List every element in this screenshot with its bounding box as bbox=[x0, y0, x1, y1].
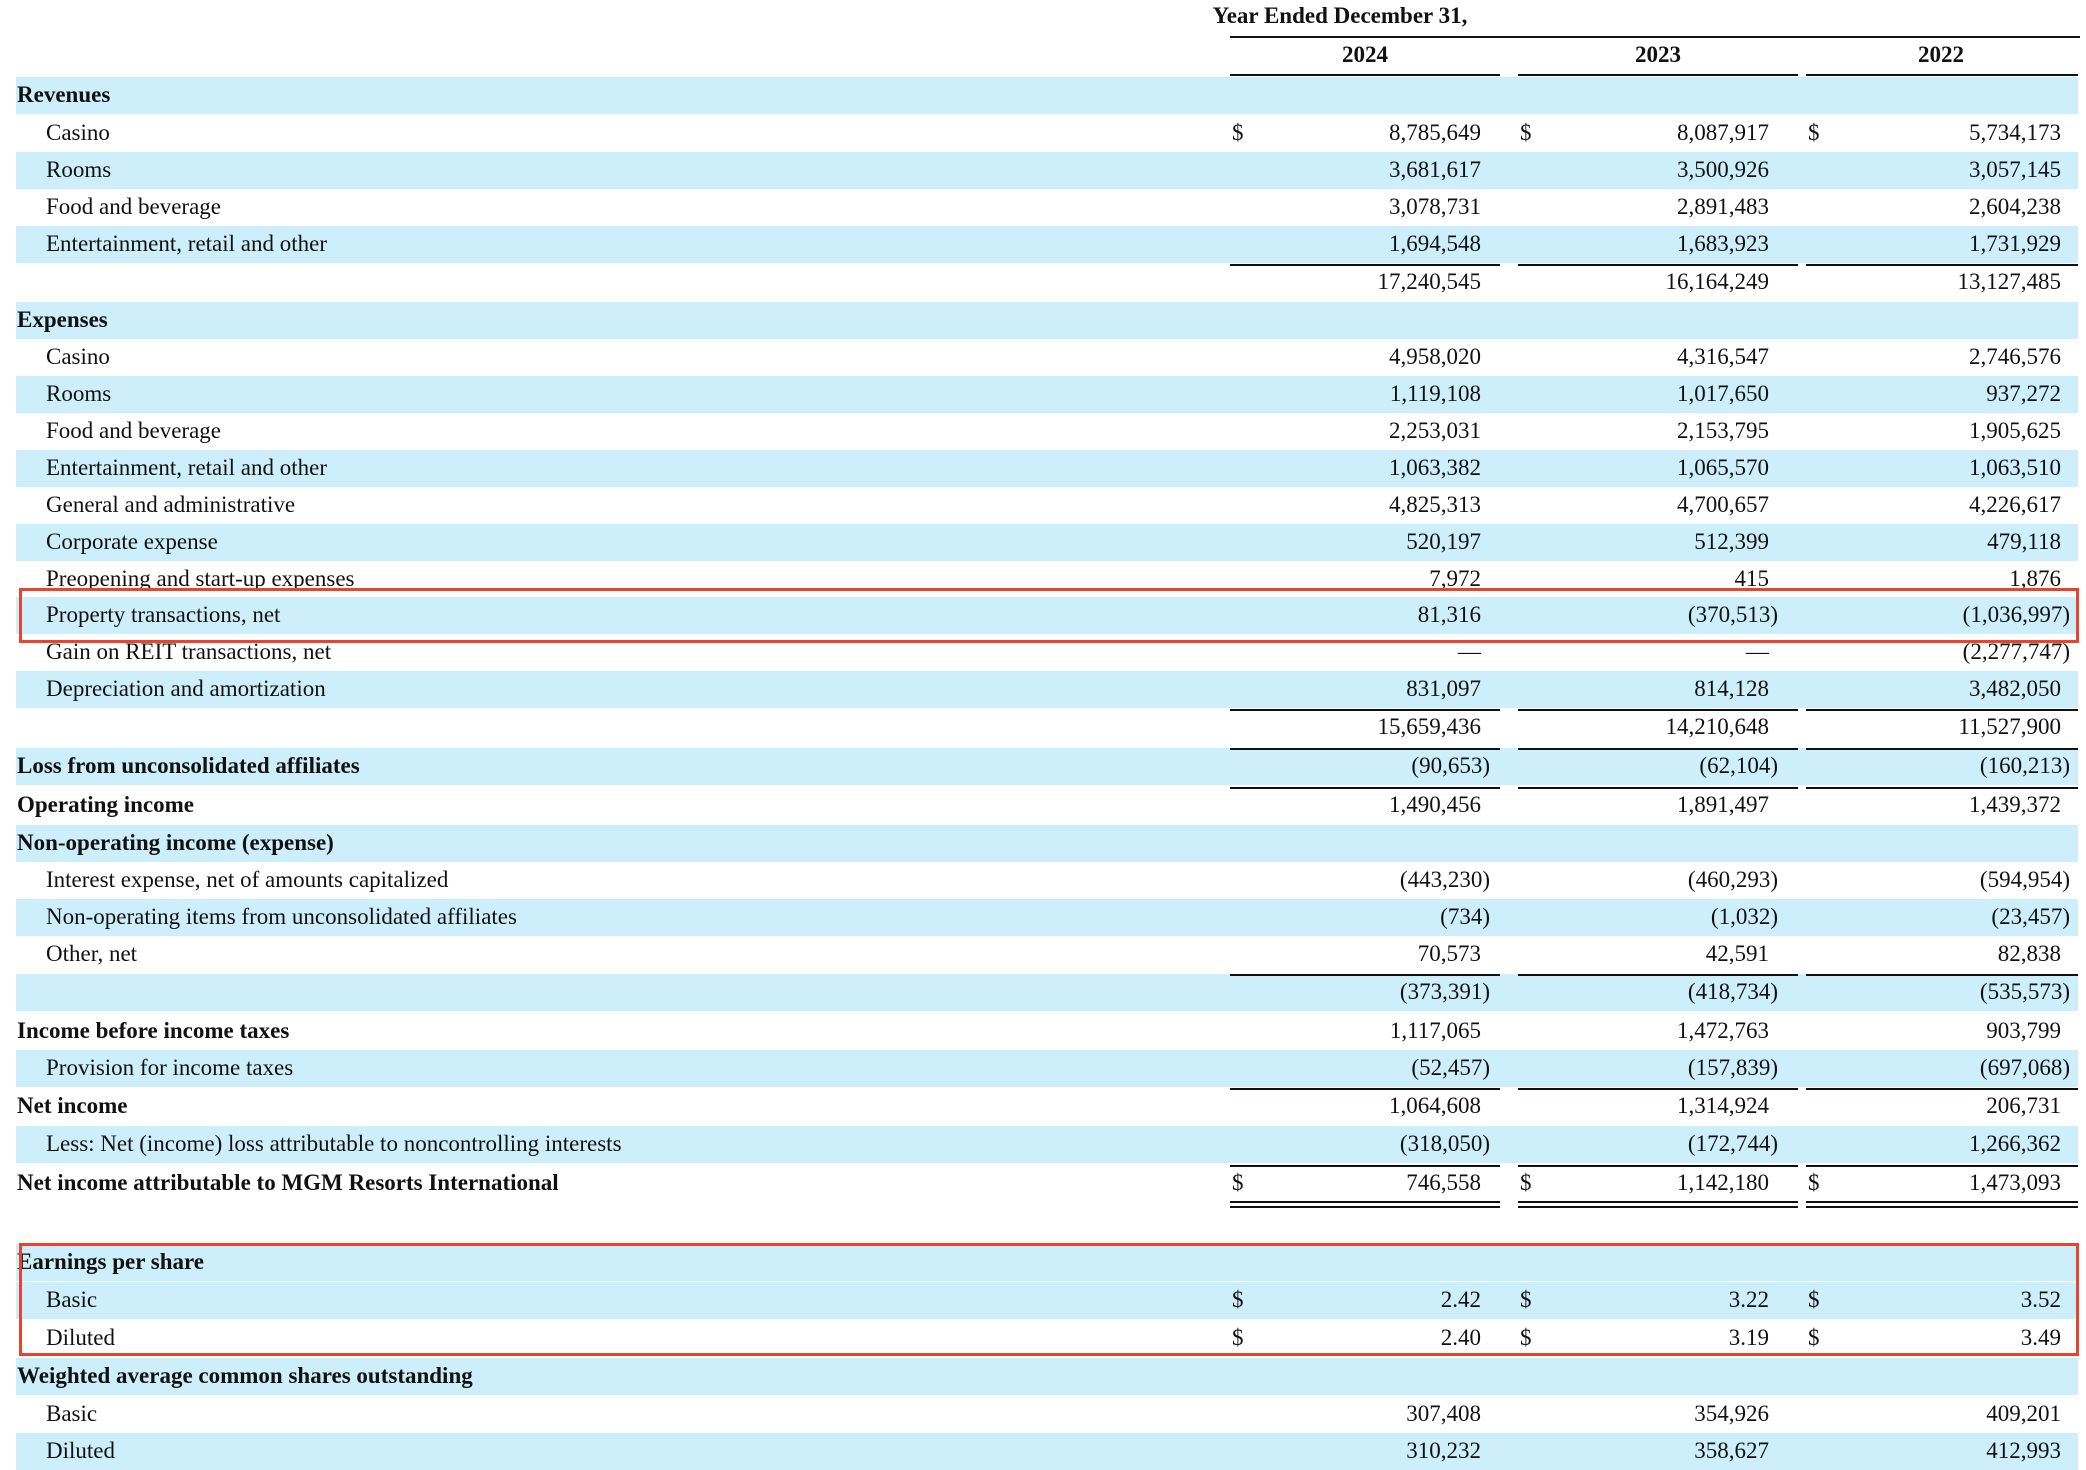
value-cell-2023: (460,293) bbox=[1687, 867, 1778, 892]
value-cell-2023: 1,891,497 bbox=[1677, 792, 1769, 817]
row-label: Less: Net (income) loss attributable to noncontrolling interests bbox=[46, 1131, 622, 1156]
total-double-rule bbox=[1806, 1201, 2078, 1203]
row-label: Diluted bbox=[46, 1438, 115, 1463]
value-cell-2024: 1,694,548 bbox=[1389, 231, 1481, 256]
year-header-2023: 2023 bbox=[1635, 42, 1681, 67]
value-cell-2023: 814,128 bbox=[1694, 676, 1769, 701]
value-cell-2022: 1,473,093 bbox=[1969, 1170, 2061, 1195]
year-header-2022: 2022 bbox=[1918, 42, 1964, 67]
subtotal-rule bbox=[1518, 264, 1798, 266]
dollar-sign: $ bbox=[1520, 1170, 1532, 1195]
value-cell-2023: 3,500,926 bbox=[1677, 157, 1769, 182]
total-double-rule bbox=[1518, 1201, 1798, 1203]
year-rule-2022 bbox=[1806, 74, 2078, 76]
value-cell-2024: 15,659,436 bbox=[1377, 714, 1481, 739]
value-cell-2022: 1,063,510 bbox=[1969, 455, 2061, 480]
value-cell-2022: 409,201 bbox=[1986, 1401, 2061, 1426]
subtotal-rule bbox=[1230, 264, 1500, 266]
value-cell-2022: 412,993 bbox=[1986, 1438, 2061, 1463]
highlight-property-transactions bbox=[19, 588, 2079, 643]
value-cell-2024: 2,253,031 bbox=[1389, 418, 1481, 443]
value-cell-2023: 2,891,483 bbox=[1677, 194, 1769, 219]
value-cell-2024: 1,119,108 bbox=[1389, 381, 1481, 406]
value-cell-2024: 310,232 bbox=[1406, 1438, 1481, 1463]
value-cell-2023: (62,104) bbox=[1699, 753, 1778, 778]
value-cell-2022: 206,731 bbox=[1986, 1093, 2061, 1118]
value-cell-2024: (443,230) bbox=[1399, 867, 1490, 892]
row-label: Net income bbox=[17, 1093, 128, 1118]
row-label: Entertainment, retail and other bbox=[46, 455, 327, 480]
subtotal-rule bbox=[1518, 1165, 1798, 1167]
row-label: Expenses bbox=[17, 307, 108, 332]
row-label: Depreciation and amortization bbox=[46, 676, 326, 701]
value-cell-2022: (23,457) bbox=[1991, 904, 2070, 929]
value-cell-2024: 746,558 bbox=[1406, 1170, 1481, 1195]
value-cell-2024: 2.42 bbox=[1440, 1287, 1481, 1312]
dollar-sign: $ bbox=[1808, 120, 1820, 145]
dollar-sign: $ bbox=[1808, 1287, 1820, 1312]
total-double-rule bbox=[1230, 1206, 1500, 1208]
value-cell-2022: 13,127,485 bbox=[1957, 269, 2061, 294]
subtotal-rule bbox=[1518, 748, 1798, 750]
value-cell-2024: 8,785,649 bbox=[1389, 120, 1481, 145]
row-label: Basic bbox=[46, 1401, 98, 1426]
value-cell-2022: 2,604,238 bbox=[1969, 194, 2061, 219]
value-cell-2023: 354,926 bbox=[1694, 1401, 1769, 1426]
subtotal-rule bbox=[1806, 1165, 2078, 1167]
value-cell-2022: 5,734,173 bbox=[1969, 120, 2061, 145]
row-label: General and administrative bbox=[46, 492, 296, 517]
row-label: Casino bbox=[46, 344, 110, 369]
value-cell-2024: (734) bbox=[1440, 904, 1490, 929]
value-cell-2022: 11,527,900 bbox=[1958, 714, 2061, 739]
value-cell-2022: 2,746,576 bbox=[1969, 344, 2061, 369]
value-cell-2024: 520,197 bbox=[1406, 529, 1481, 554]
value-cell-2023: 1,683,923 bbox=[1677, 231, 1769, 256]
row-label: Rooms bbox=[46, 157, 112, 182]
row-label: Interest expense, net of amounts capitalized bbox=[46, 867, 449, 892]
value-cell-2022: (1,036,997) bbox=[1962, 602, 2070, 627]
subtotal-rule bbox=[1518, 709, 1798, 711]
subtotal-rule bbox=[1518, 787, 1798, 789]
row-label: Revenues bbox=[17, 82, 111, 107]
value-cell-2024: 4,825,313 bbox=[1389, 492, 1481, 517]
subtotal-rule bbox=[1518, 974, 1798, 976]
row-label: Basic bbox=[46, 1287, 98, 1312]
value-cell-2022: 479,118 bbox=[1987, 529, 2061, 554]
value-cell-2024: 3,078,731 bbox=[1389, 194, 1481, 219]
value-cell-2024: 70,573 bbox=[1417, 941, 1481, 966]
dollar-sign: $ bbox=[1232, 1287, 1244, 1312]
value-cell-2023: 1,017,650 bbox=[1677, 381, 1769, 406]
subtotal-rule bbox=[1518, 1088, 1798, 1090]
subtotal-rule bbox=[1230, 1088, 1500, 1090]
value-cell-2024: (373,391) bbox=[1399, 979, 1490, 1004]
subtotal-rule bbox=[1806, 974, 2078, 976]
dollar-sign: $ bbox=[1232, 1170, 1244, 1195]
value-cell-2024: 2.40 bbox=[1440, 1325, 1481, 1350]
total-double-rule bbox=[1806, 1206, 2078, 1208]
value-cell-2023: 4,316,547 bbox=[1677, 344, 1769, 369]
value-cell-2023: (418,734) bbox=[1687, 979, 1778, 1004]
value-cell-2022: (535,573) bbox=[1979, 979, 2070, 1004]
year-header-2024: 2024 bbox=[1342, 42, 1388, 67]
value-cell-2024: 1,117,065 bbox=[1389, 1018, 1481, 1043]
value-cell-2024: 1,064,608 bbox=[1389, 1093, 1481, 1118]
row-label: Gain on REIT transactions, net bbox=[46, 639, 332, 664]
value-cell-2023: — bbox=[1746, 639, 1769, 664]
subtotal-rule bbox=[1806, 709, 2078, 711]
subtotal-rule bbox=[1806, 1088, 2078, 1090]
value-cell-2022: 4,226,617 bbox=[1969, 492, 2061, 517]
value-cell-2022: 1,876 bbox=[2009, 566, 2061, 591]
value-cell-2023: 1,314,924 bbox=[1677, 1093, 1769, 1118]
value-cell-2023: (172,744) bbox=[1687, 1131, 1778, 1156]
value-cell-2022: 1,266,362 bbox=[1969, 1131, 2061, 1156]
subtotal-rule bbox=[1230, 974, 1500, 976]
value-cell-2022: (160,213) bbox=[1979, 753, 2070, 778]
subtotal-rule bbox=[1806, 787, 2078, 789]
row-label: Other, net bbox=[46, 941, 138, 966]
dollar-sign: $ bbox=[1232, 1325, 1244, 1350]
value-cell-2023: 1,472,763 bbox=[1677, 1018, 1769, 1043]
value-cell-2024: 307,408 bbox=[1406, 1401, 1481, 1426]
value-cell-2024: 4,958,020 bbox=[1389, 344, 1481, 369]
row-label: Weighted average common shares outstanding bbox=[17, 1363, 473, 1388]
value-cell-2022: 1,439,372 bbox=[1969, 792, 2061, 817]
value-cell-2022: (697,068) bbox=[1979, 1055, 2070, 1080]
row-label: Casino bbox=[46, 120, 110, 145]
row-label: Non-operating items from unconsolidated affiliates bbox=[46, 904, 517, 929]
value-cell-2023: 42,591 bbox=[1705, 941, 1769, 966]
value-cell-2023: (370,513) bbox=[1687, 602, 1778, 627]
value-cell-2023: 512,399 bbox=[1694, 529, 1769, 554]
row-label: Food and beverage bbox=[46, 418, 221, 443]
row-label: Loss from unconsolidated affiliates bbox=[17, 753, 360, 778]
row-label: Entertainment, retail and other bbox=[46, 231, 327, 256]
value-cell-2023: 415 bbox=[1734, 566, 1769, 591]
row-label: Food and beverage bbox=[46, 194, 221, 219]
dollar-sign: $ bbox=[1808, 1170, 1820, 1195]
row-label: Corporate expense bbox=[46, 529, 218, 554]
subtotal-rule bbox=[1806, 264, 2078, 266]
row-label: Provision for income taxes bbox=[46, 1055, 294, 1080]
subtotal-rule bbox=[1230, 748, 1500, 750]
value-cell-2023: 4,700,657 bbox=[1677, 492, 1769, 517]
value-cell-2022: (2,277,747) bbox=[1962, 639, 2070, 664]
row-label: Income before income taxes bbox=[17, 1018, 290, 1043]
row-label: Operating income bbox=[17, 792, 194, 817]
value-cell-2022: 1,905,625 bbox=[1969, 418, 2061, 443]
row-label: Earnings per share bbox=[17, 1249, 205, 1274]
row-label: Preopening and start-up expenses bbox=[46, 566, 355, 591]
total-double-rule bbox=[1518, 1206, 1798, 1208]
dollar-sign: $ bbox=[1520, 1287, 1532, 1312]
dollar-sign: $ bbox=[1232, 120, 1244, 145]
period-header-rule bbox=[1230, 36, 2080, 38]
dollar-sign: $ bbox=[1808, 1325, 1820, 1350]
value-cell-2024: 1,490,456 bbox=[1389, 792, 1481, 817]
value-cell-2024: 3,681,617 bbox=[1389, 157, 1481, 182]
row-label: Rooms bbox=[46, 381, 112, 406]
period-header: Year Ended December 31, bbox=[1212, 3, 1468, 28]
value-cell-2022: 3,057,145 bbox=[1969, 157, 2061, 182]
value-cell-2023: 14,210,648 bbox=[1665, 714, 1769, 739]
value-cell-2023: 3.22 bbox=[1728, 1287, 1769, 1312]
value-cell-2023: 8,087,917 bbox=[1677, 120, 1769, 145]
value-cell-2022: 82,838 bbox=[1997, 941, 2061, 966]
row-label: Net income attributable to MGM Resorts International bbox=[17, 1170, 559, 1195]
value-cell-2023: 358,627 bbox=[1694, 1438, 1769, 1463]
value-cell-2024: (318,050) bbox=[1399, 1131, 1490, 1156]
value-cell-2022: 903,799 bbox=[1986, 1018, 2061, 1043]
value-cell-2023: 3.19 bbox=[1728, 1325, 1769, 1350]
value-cell-2022: 3.52 bbox=[2020, 1287, 2061, 1312]
value-cell-2023: 16,164,249 bbox=[1665, 269, 1769, 294]
subtotal-rule bbox=[1230, 787, 1500, 789]
value-cell-2024: (52,457) bbox=[1411, 1055, 1490, 1080]
value-cell-2022: (594,954) bbox=[1979, 867, 2070, 892]
value-cell-2023: 1,142,180 bbox=[1677, 1170, 1769, 1195]
value-cell-2024: (90,653) bbox=[1411, 753, 1490, 778]
year-rule-2023 bbox=[1518, 74, 1798, 76]
row-label: Diluted bbox=[46, 1325, 115, 1350]
value-cell-2023: (157,839) bbox=[1687, 1055, 1778, 1080]
row-band bbox=[16, 77, 2078, 114]
value-cell-2024: 7,972 bbox=[1429, 566, 1481, 591]
value-cell-2024: 17,240,545 bbox=[1377, 269, 1481, 294]
value-cell-2022: 3,482,050 bbox=[1969, 676, 2061, 701]
dollar-sign: $ bbox=[1520, 1325, 1532, 1350]
value-cell-2023: (1,032) bbox=[1710, 904, 1778, 929]
row-label: Non-operating income (expense) bbox=[17, 830, 334, 855]
value-cell-2022: 3.49 bbox=[2020, 1325, 2061, 1350]
total-double-rule bbox=[1230, 1201, 1500, 1203]
subtotal-rule bbox=[1230, 709, 1500, 711]
subtotal-rule bbox=[1230, 1165, 1500, 1167]
subtotal-rule bbox=[1806, 748, 2078, 750]
year-rule-2024 bbox=[1230, 74, 1500, 76]
value-cell-2024: 1,063,382 bbox=[1389, 455, 1481, 480]
row-band bbox=[16, 302, 2078, 339]
value-cell-2024: — bbox=[1458, 639, 1481, 664]
value-cell-2023: 2,153,795 bbox=[1677, 418, 1769, 443]
value-cell-2022: 937,272 bbox=[1986, 381, 2061, 406]
value-cell-2024: 81,316 bbox=[1417, 602, 1481, 627]
dollar-sign: $ bbox=[1520, 120, 1532, 145]
value-cell-2022: 1,731,929 bbox=[1969, 231, 2061, 256]
highlight-earnings-per-share bbox=[19, 1243, 2079, 1356]
row-label: Property transactions, net bbox=[46, 602, 281, 627]
value-cell-2023: 1,065,570 bbox=[1677, 455, 1769, 480]
value-cell-2024: 831,097 bbox=[1406, 676, 1481, 701]
